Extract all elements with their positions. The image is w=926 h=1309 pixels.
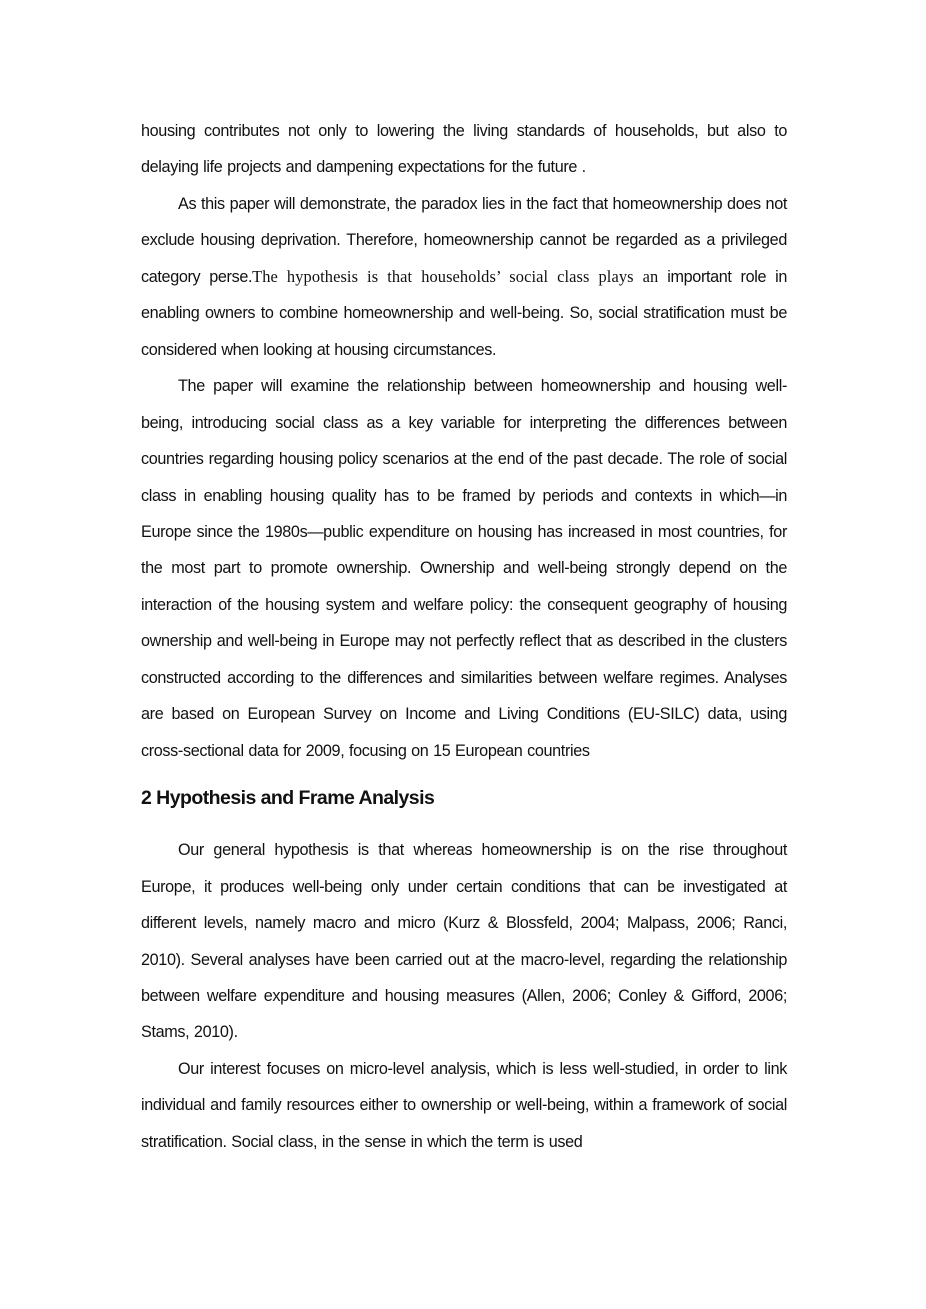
- paragraph-paradox-text: As this paper will demonstrate, the paradox lies in the fact that homeownership does not exclude housing deprivation. Therefore, homeownership cannot be regarded as a privileged category perse.: [141, 194, 787, 286]
- paragraph-paradox-continuation: important role in enabling owners to combine homeownership and well-being. So, social stratification must be considered when looking at housing circumstances.: [141, 267, 787, 359]
- section-heading: 2 Hypothesis and Frame Analysis: [141, 787, 435, 810]
- paragraph-relationship: The paper will examine the relationship between homeownership and housing well-being, introducing social class as a key variable for interpreting the differences between countries regarding housing policy scenarios at the end of the past decade. The role of social class in enabling housing quality has to be framed by periods and contexts in which—in Europe since the 1980s—public expenditure on housing has increased in most countries, for the most part to promote ownership. Ownership and well-being strongly depend on the interaction of the housing system and welfare policy: the consequent geography of housing ownership and well-being in Europe may not perfectly reflect that as described in the clusters constructed according to the differences and similarities between welfare regimes. Analyses are based on European Survey on Income and Living Conditions (EU-SILC) data, using cross-sectional data for 2009, focusing on 15 European countries: [141, 377, 787, 760]
- paragraph-general-hypothesis: Our general hypothesis is that whereas homeownership is on the rise throughout Europe, it produces well-being only under certain conditions that can be investigated at different levels, namely macro and micro (Kurz & Blossfeld, 2004; Malpass, 2006; Ranci, 2010). Several analyses have been carried out at the macro-level, regarding the relationship between welfare expenditure and housing measures (Allen, 2006; Conley & Gifford, 2006; Stams, 2010).: [141, 841, 787, 1042]
- page-content: [141, 113, 787, 1160]
- paragraph-micro-level: Our interest focuses on micro-level analysis, which is less well-studied, in order to link individual and family resources either to ownership or well-being, within a framework of social stratification. Social class, in the sense in which the term is used: [141, 1059, 787, 1151]
- paragraph-hypothesis-serif-text: The hypothesis is that households’ social class plays an: [252, 266, 659, 286]
- paragraph-paradox: [141, 186, 787, 368]
- paragraph-housing-continuation: housing contributes not only to lowering the living standards of households, but also to delaying life projects and dampening expectations for the future .: [141, 122, 787, 177]
